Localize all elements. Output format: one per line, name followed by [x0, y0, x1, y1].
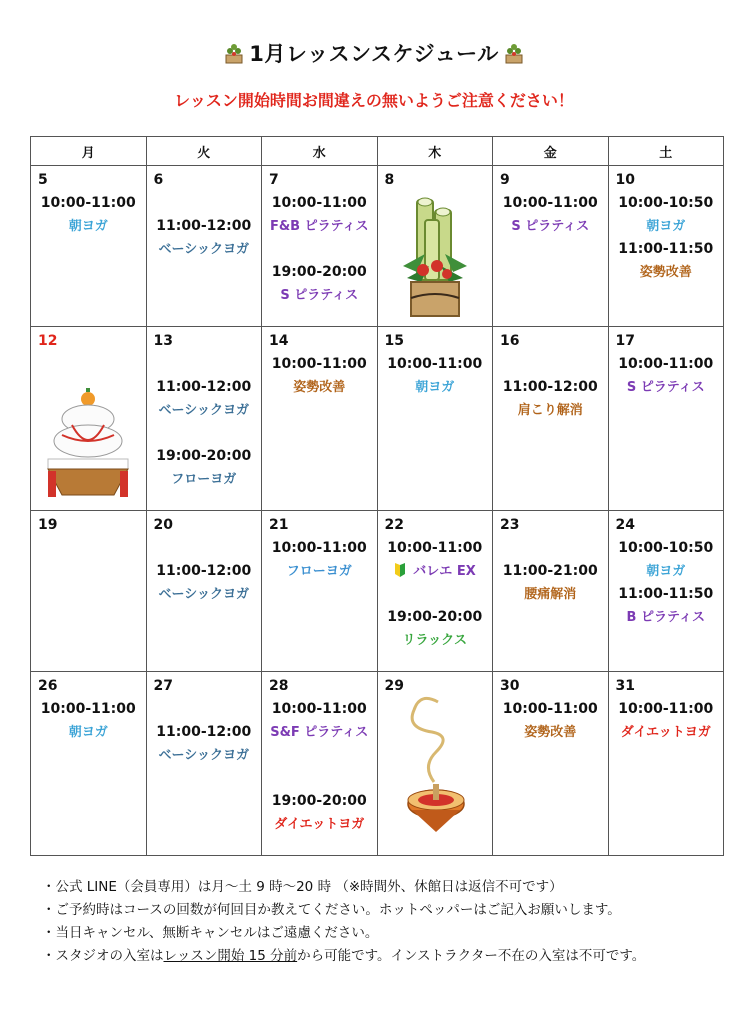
lesson-class — [31, 721, 146, 744]
lesson-class — [609, 376, 724, 399]
lesson-class-label: 朝ヨガ — [68, 219, 108, 234]
lesson-list — [31, 192, 146, 238]
lesson-class — [609, 560, 724, 583]
lesson-time: 19:00-20:00 — [387, 609, 483, 625]
lesson-class — [493, 215, 608, 238]
lesson-class — [147, 238, 262, 261]
lesson-time: 10:00-11:00 — [40, 701, 136, 717]
lesson-class-label: ダイエットヨガ — [620, 725, 711, 740]
day-cell — [31, 511, 147, 672]
lesson-list — [147, 192, 262, 261]
lesson-class-label: 朝ヨガ — [646, 219, 686, 234]
day-cell — [31, 672, 147, 856]
lesson-class — [262, 376, 377, 399]
weekday-header: 月 — [31, 137, 147, 166]
page-title — [0, 38, 748, 68]
day-cell — [377, 672, 493, 856]
day-cell — [493, 327, 609, 511]
lesson-class — [147, 744, 262, 767]
lesson-list — [147, 698, 262, 767]
beginner-mark-icon — [394, 563, 406, 577]
lesson-time: 11:00-12:00 — [502, 379, 598, 395]
lesson-list — [262, 698, 377, 836]
day-number: 8 — [384, 172, 395, 188]
day-number: 12 — [38, 333, 58, 349]
kadomatsu-icon — [223, 42, 245, 64]
kadomatsu-icon — [503, 42, 525, 64]
day-cell — [146, 327, 262, 511]
day-number: 30 — [500, 678, 520, 694]
lesson-class — [31, 215, 146, 238]
day-number: 7 — [269, 172, 279, 188]
spacer — [262, 238, 377, 261]
weekday-header: 金 — [493, 137, 609, 166]
lesson-class-label: S ピラティス — [511, 219, 590, 234]
day-number: 28 — [269, 678, 289, 694]
lesson-class — [493, 583, 608, 606]
lesson-class — [262, 813, 377, 836]
lesson-class-label: B ピラティス — [626, 610, 705, 625]
day-number: 20 — [153, 517, 173, 533]
spacer — [493, 353, 608, 376]
lesson-class-label: ダイエットヨガ — [274, 817, 365, 832]
day-number: 29 — [384, 678, 404, 694]
spinning-top-illustration — [390, 692, 480, 842]
lesson-class — [262, 560, 377, 583]
lesson-class-label: 姿勢改善 — [524, 725, 577, 740]
spacer — [147, 353, 262, 376]
lesson-class — [609, 721, 724, 744]
note-text: ・公式 LINE（会員専用）は月〜土 9 時〜20 時 （※時間外、休館日は返信不可です） — [42, 879, 563, 895]
day-number: 27 — [153, 678, 173, 694]
day-number: 22 — [384, 517, 404, 533]
lesson-time: 11:00-21:00 — [502, 563, 598, 579]
day-cell — [377, 166, 493, 327]
lesson-class — [262, 721, 377, 744]
lesson-time: 10:00-10:50 — [618, 195, 714, 211]
day-cell — [31, 166, 147, 327]
lesson-class-label: フローヨガ — [171, 472, 237, 487]
lesson-class — [147, 583, 262, 606]
lesson-time: 10:00-11:00 — [387, 356, 483, 372]
lesson-class-label: 朝ヨガ — [415, 380, 455, 395]
note-text: から可能です。インストラクター不在の入室は不可です。 — [297, 948, 646, 964]
lesson-list — [609, 537, 724, 629]
day-cell — [146, 672, 262, 856]
lesson-class-label: 朝ヨガ — [68, 725, 108, 740]
note-text: ・ご予約時はコースの回数が何回目か教えてください。ホットペッパーはご記入お願いします。 — [42, 902, 621, 918]
day-number: 31 — [615, 678, 635, 694]
lesson-class-label: 姿勢改善 — [293, 380, 346, 395]
lesson-time: 10:00-11:00 — [618, 701, 714, 717]
lesson-time: 11:00-11:50 — [618, 586, 714, 602]
lesson-class-label: S ピラティス — [626, 380, 705, 395]
weekday-header: 火 — [146, 137, 262, 166]
note-line — [42, 922, 645, 945]
notes-section — [42, 876, 645, 968]
lesson-class — [378, 560, 493, 583]
lesson-time: 10:00-11:00 — [618, 356, 714, 372]
spacer — [262, 767, 377, 790]
lesson-list — [609, 353, 724, 399]
lesson-class-label: ベーシックヨガ — [158, 587, 249, 602]
lesson-list — [262, 353, 377, 399]
lesson-class — [262, 284, 377, 307]
lesson-time: 10:00-11:00 — [40, 195, 136, 211]
lesson-list — [493, 537, 608, 606]
lesson-class — [493, 721, 608, 744]
lesson-class-label: 肩こり解消 — [517, 403, 583, 418]
lesson-time: 10:00-11:00 — [271, 701, 367, 717]
week-row — [31, 327, 724, 511]
lesson-class-label: ベーシックヨガ — [158, 403, 249, 418]
lesson-list — [609, 698, 724, 744]
day-number: 21 — [269, 517, 289, 533]
lesson-class-label: 姿勢改善 — [639, 265, 692, 280]
day-number: 15 — [384, 333, 404, 349]
day-cell — [493, 166, 609, 327]
lesson-class-label: バレエ EX — [413, 564, 476, 579]
note-line — [42, 945, 645, 968]
day-cell — [262, 672, 378, 856]
spacer — [378, 583, 493, 606]
lesson-time: 10:00-11:00 — [387, 540, 483, 556]
lesson-time: 11:00-12:00 — [156, 563, 252, 579]
day-cell — [493, 672, 609, 856]
note-line — [42, 899, 645, 922]
day-cell — [262, 166, 378, 327]
day-cell — [262, 327, 378, 511]
day-number: 10 — [615, 172, 635, 188]
day-cell — [493, 511, 609, 672]
day-cell — [262, 511, 378, 672]
lesson-list — [378, 537, 493, 652]
spacer — [493, 537, 608, 560]
lesson-class — [378, 376, 493, 399]
notice-subtitle: レッスン開始時間お間違えの無いようご注意ください！ — [174, 91, 574, 110]
day-number: 26 — [38, 678, 58, 694]
week-row — [31, 511, 724, 672]
lesson-list — [609, 192, 724, 284]
lesson-list — [147, 353, 262, 491]
lesson-class-label: フローヨガ — [286, 564, 352, 579]
day-cell — [146, 166, 262, 327]
kagami-mochi-illustration — [42, 385, 134, 503]
lesson-time: 10:00-10:50 — [618, 540, 714, 556]
spacer — [147, 192, 262, 215]
weekday-header: 木 — [377, 137, 493, 166]
day-cell — [146, 511, 262, 672]
day-cell — [377, 511, 493, 672]
lesson-time: 11:00-12:00 — [156, 724, 252, 740]
day-cell — [608, 672, 724, 856]
day-cell — [377, 327, 493, 511]
lesson-class-label: S ピラティス — [280, 288, 359, 303]
lesson-class-label: ベーシックヨガ — [158, 748, 249, 763]
note-text: ・スタジオの入室は — [42, 948, 164, 964]
lesson-list — [493, 698, 608, 744]
lesson-class-label: F&B ピラティス — [269, 219, 369, 234]
lesson-class-label: 朝ヨガ — [646, 564, 686, 579]
lesson-class-label: S&F ピラティス — [270, 725, 369, 740]
day-number: 23 — [500, 517, 520, 533]
title-text: 1月レッスンスケジュール — [249, 42, 499, 66]
lesson-class — [147, 468, 262, 491]
lesson-class — [262, 215, 377, 238]
lesson-class — [378, 629, 493, 652]
day-number: 16 — [500, 333, 520, 349]
lesson-class-label: 腰痛解消 — [524, 587, 577, 602]
day-cell — [608, 166, 724, 327]
spacer — [147, 698, 262, 721]
lesson-class — [147, 399, 262, 422]
lesson-time: 19:00-20:00 — [271, 793, 367, 809]
lesson-time: 10:00-11:00 — [271, 356, 367, 372]
day-number: 6 — [153, 172, 164, 188]
lesson-time: 19:00-20:00 — [271, 264, 367, 280]
lesson-class — [493, 399, 608, 422]
day-cell — [608, 511, 724, 672]
weekday-header: 土 — [608, 137, 724, 166]
lesson-time: 11:00-12:00 — [156, 218, 252, 234]
spacer — [147, 537, 262, 560]
weekday-header-row — [31, 137, 724, 166]
day-number: 14 — [269, 333, 289, 349]
note-emphasis: レッスン開始 15 分前 — [163, 948, 298, 964]
kadomatsu-illustration — [395, 194, 475, 320]
lesson-list — [262, 192, 377, 307]
note-text: ・当日キャンセル、無断キャンセルはご遠慮ください。 — [42, 925, 379, 941]
day-number: 24 — [615, 517, 635, 533]
day-number: 9 — [500, 172, 510, 188]
lesson-time: 19:00-20:00 — [156, 448, 252, 464]
lesson-list — [147, 537, 262, 606]
spacer — [147, 422, 262, 445]
lesson-class-label: ベーシックヨガ — [158, 242, 249, 257]
lesson-time: 10:00-11:00 — [502, 195, 598, 211]
lesson-time: 11:00-12:00 — [156, 379, 252, 395]
lesson-list — [262, 537, 377, 583]
lesson-list — [378, 353, 493, 399]
schedule-calendar — [30, 136, 724, 856]
lesson-time: 10:00-11:00 — [271, 540, 367, 556]
lesson-time: 10:00-11:00 — [271, 195, 367, 211]
lesson-class — [609, 261, 724, 284]
lesson-class-label: リラックス — [402, 633, 468, 648]
lesson-list — [493, 353, 608, 422]
lesson-class — [609, 215, 724, 238]
lesson-class — [609, 606, 724, 629]
day-number: 5 — [38, 172, 48, 188]
lesson-time: 11:00-11:50 — [618, 241, 714, 257]
lesson-time: 10:00-11:00 — [502, 701, 598, 717]
week-row — [31, 672, 724, 856]
lesson-list — [31, 698, 146, 744]
week-row — [31, 166, 724, 327]
day-cell — [608, 327, 724, 511]
weekday-header: 水 — [262, 137, 378, 166]
spacer — [262, 744, 377, 767]
day-cell — [31, 327, 147, 511]
note-line — [42, 876, 645, 899]
day-number: 19 — [38, 517, 58, 533]
day-number: 13 — [153, 333, 173, 349]
day-number: 17 — [615, 333, 635, 349]
lesson-list — [493, 192, 608, 238]
